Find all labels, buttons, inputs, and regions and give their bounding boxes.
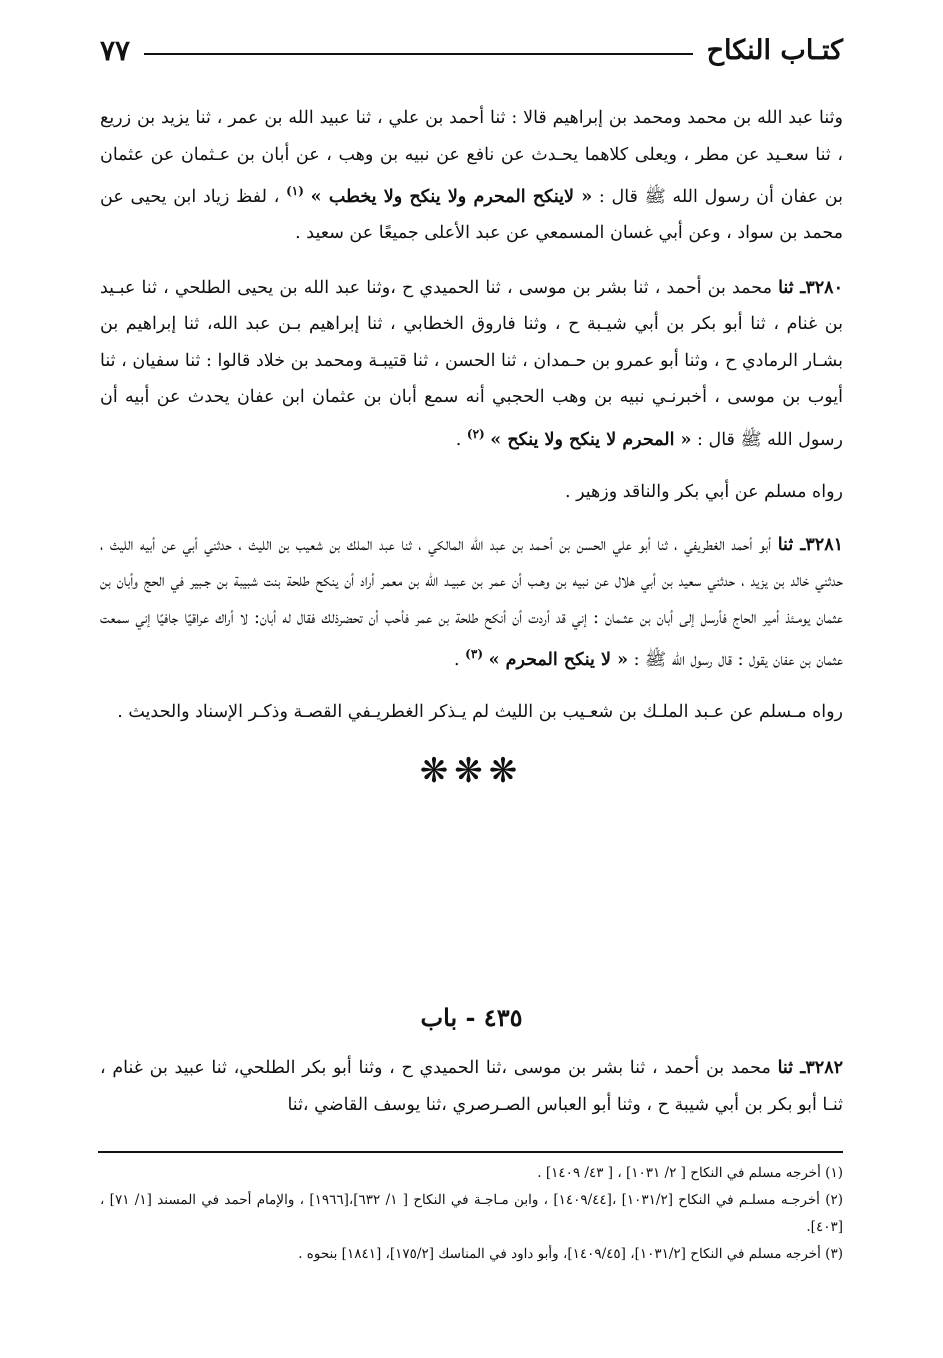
hadith-number: ٣٢٨١ [805,534,843,555]
hadith-number: ٣٢٨٢ [805,1058,844,1078]
paragraph-text: ، لفظ زياد ابن يحيى عن محمد بن سواد ، وعن أبي غسان المسمعي عن عبد الأعلى جميعًا عن سعيد . [100,186,843,244]
header-rule [144,53,693,55]
narration-note [100,694,843,731]
hadith-quote: « لا ينكح المحرم » [488,649,629,670]
paragraph-text: محمد بن أحمد ، ثنا بشر بن موسى ، ثنا الحميدي ح ،وثنا عبد الله بن يحيى الطلحي ، ثنا عبـيد بن غنام ، ثنا أبو بكر بن أبي شيـبة ح ، وثنا فاروق الخطابي ، ثنا إبراهيم بـن عبد الله، ثنا إبراهيم بن بشـار الرمادي ح ، وثنا أبو عمرو بن حـمدان ، ثنا الحسن ، ثنا قتيبـة ومحمد بن خلاد قالوا : ثنا سفيان ، ثنا أيوب بن موسى ، أخبرنـي نبيه بن وهب الحجبي أنه سمع أبان بن عثمان ابن عفان يحدث عن أبيه أن رسول الله ﷺ قال : [100,277,843,450]
footnotes [100,1160,843,1268]
footnote-ref-1: (١) [286,184,304,198]
hadith-marker: ـ ثنا [778,277,806,298]
footnote-ref-3: (٣) [465,647,483,662]
footnote-1: (١) أخرجه مسلم في النكاح [ ٢/ ١٠٣١] ، [ ٤٣/ ١٤٠٩] . [537,1165,843,1181]
hadith-number: ٣٢٨٠ [805,277,843,298]
paragraph-text: وثنا عبد الله بن محمد ومحمد بن إبراهيم قالا : ثنا أحمد بن علي ، ثنا عبيد الله بن عمر ، ثنا يزيد بن زريع ، ثنا سعـيد عن مطر ، ويعلى كلاهما يحـدث عن نافع عن نبيه بن وهب ، عن أبان بن عـثمان عن عثمان بن عفان أن رسول الله ﷺ قال : [100,108,843,207]
chapter-heading: ٤٣٥ - باب [420,1003,523,1032]
hadith-3282 [100,1050,843,1123]
page-header [100,28,843,72]
page-number: ٧٧ [100,33,131,67]
paragraph-text: أبو أحمد الغطريفي ، ثنا أبو علي الحسن بن أحـمد بن عبد الله المالكي ، ثنا عبد الملك بن شعيب بن الليث ، حدثني أبي عن أبيه الليث ، حدثني خالد بن يزيد ، حدثني سعيد بن أبي هلال عن نبيه بن وهـب أن عمر بن عبيـد الله بن معمر أراد أن ينكح طلحة بنت شبيبة بن جـبير في الحج وأبان بن عثمان يومـئذ أمير الحاج فأرسل إلى أبان بن عثـمان : إني قد أردت أن أنكح طلحة بن عمر فأحب أن تحضرذلك فقال له أبان: لا أراك عراقيًا جافيًا إني سمعت عثمان بن عفان يقول : قال رسول الله ﷺ : [100,534,843,670]
footnote-3: (٣) أخرجه مسلم في النكاح [١٠٣١/٢]، [١٤٠٩/٤٥]، وأبو داود في المناسك [١٧٥/٢]، [١٨٤١] بنحوه . [298,1246,843,1262]
paragraph-text: رواه مسلم عن أبي بكر والناقد وزهير . [564,482,843,503]
paragraph-text: . [455,429,462,450]
hadith-3281 [100,527,843,679]
section-ornament: ❋❋❋ [419,750,524,791]
hadith-3280 [100,270,843,458]
paragraph-text: محمد بن أحمد ، ثنا بشر بن موسى ،ثنا الحميدي ح ، وثنا أبو بكر الطلحي، ثنا عبيد بن غنام ، ثنـا أبو بكر بن أبي شيبة ح ، وثنا أبو العباس الصـرصري ،ثنا يوسف القاضي ،ثنا [100,1058,843,1115]
page-body [100,100,843,791]
hadith-quote: « لاينكح المحرم ولا ينكح ولا يخطب » [310,186,593,207]
paragraph-text: رواه مـسلم عن عـبد الملـك بن شعـيب بن الليث لم يـذكر الغطريـفي القصـة وذكـر الإسناد والحديث . [117,702,843,723]
paragraph-text: . [454,649,460,670]
footnote-rule [98,1151,843,1153]
hadith-marker: ـ ثنا [777,534,806,555]
book-title: كتـاب النكاح [706,34,843,66]
hadith-quote: « المحرم لا ينكح ولا ينكح » [490,429,692,450]
footnote-ref-2: (٢) [466,426,485,441]
footnote-2: (٢) أخرجـه مسلـم في النكاح [١٠٣١/٢] ،[١٤٠٩/٤٤] ، وابن مـاجـة في النكاح [ ١/ ٦٣٢]،[١٩٦٦] ، والإمام أحمد في المسند [١/ ٧١] ،[٤٠٣]. [100,1192,844,1235]
hadith-marker: ـ ثنا [777,1058,806,1078]
narration-note [100,474,843,511]
paragraph-continuation [100,100,843,252]
page-tail [100,1050,843,1139]
